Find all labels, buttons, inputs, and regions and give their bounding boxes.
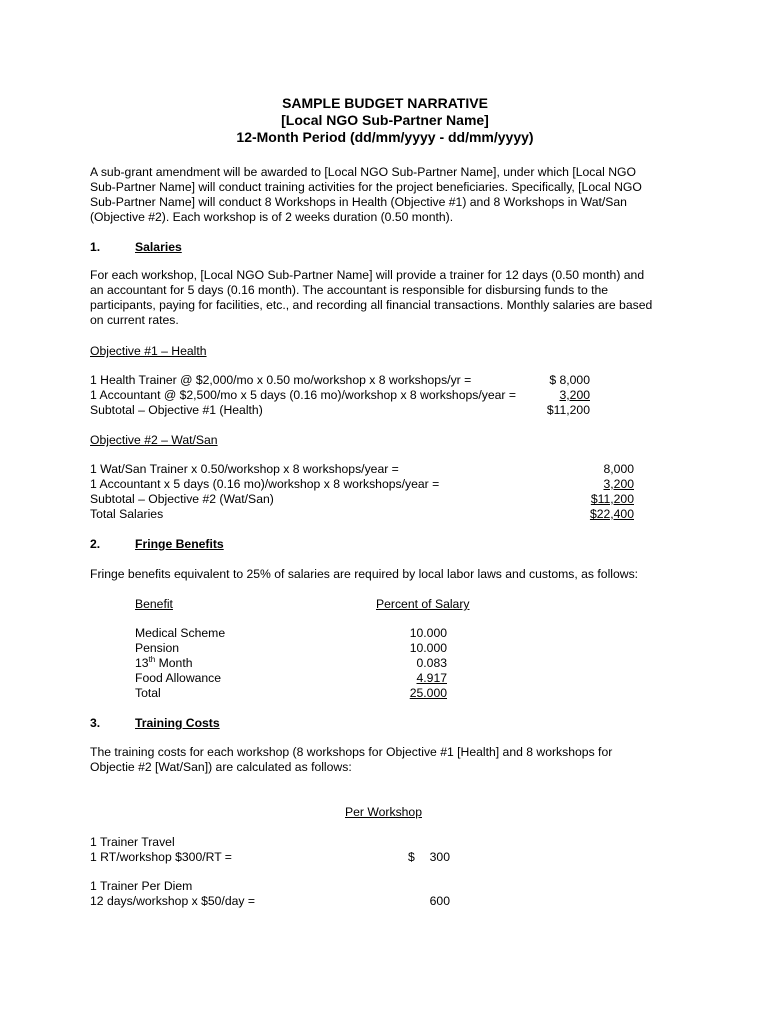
training-description-line: Objectie #2 [Wat/San]) are calculated as follows: [90,760,352,774]
total-salaries-label: Total Salaries [90,507,164,521]
salaries-description [90,268,680,328]
fringe-benefit-percent: 10.000 [409,626,447,640]
objective1-subtotal-amount: $11,200 [546,403,590,417]
section-number-training: 3. [90,716,101,730]
fringe-column-percent: Percent of Salary [376,597,470,611]
fringe-benefit-name-suffix: th [148,654,156,664]
trainer-per-diem-title: 1 Trainer Per Diem [90,879,193,893]
objective1-row-amount: $ 8,000 [549,373,590,387]
fringe-benefit-percent: 0.083 [416,656,447,670]
salaries-description-line: on current rates. [90,313,179,327]
objective2-row-label: 1 Accountant x 5 days (0.16 mo)/workshop x 8 workshops/year = [90,477,440,491]
training-description-line: The training costs for each workshop (8 workshops for Objective #1 [Health] and 8 workshops for [90,745,613,759]
total-salaries-amount [560,507,634,522]
fringe-total-percent-value: 25.000 [409,686,447,700]
trainer-travel-title: 1 Trainer Travel [90,835,175,849]
fringe-benefit-name: Pension [135,641,180,655]
objective2-row-amount [560,477,634,492]
fringe-total-label: Total [135,686,161,700]
document-subtitle-partner: [Local NGO Sub-Partner Name] [281,112,489,128]
training-column-per-workshop: Per Workshop [345,805,422,819]
intro-line: (Objective #2). Each workshop is of 2 weeks duration (0.50 month). [90,210,454,224]
section-number-salaries: 1. [90,240,101,254]
objective1-row-label: 1 Accountant @ $2,500/mo x 5 days (0.16 mo)/workshop x 8 workshops/year = [90,388,516,402]
objective2-subtotal-amount-value: $11,200 [590,492,634,506]
fringe-column-benefit: Benefit [135,597,173,611]
fringe-benefit-percent [380,671,447,686]
objective2-row-amount-value: 3,200 [603,477,634,491]
intro-line: A sub-grant amendment will be awarded to [Local NGO Sub-Partner Name], under which [Local NGO [90,165,636,179]
salaries-description-line: participants, paying for facilities, etc., and recording all financial transactions. Monthly salaries are based [90,298,653,312]
fringe-benefit-name [135,656,193,671]
objective2-row-label: 1 Wat/San Trainer x 0.50/workshop x 8 workshops/year = [90,462,399,476]
intro-line: Sub-Partner Name] will conduct 8 Workshops in Health (Objective #1) and 8 Workshops in Wat/San [90,195,627,209]
objective2-subtotal-amount [560,492,634,507]
objective1-subtotal-label: Subtotal – Objective #1 (Health) [90,403,263,417]
fringe-benefit-name: Food Allowance [135,671,222,685]
trainer-per-diem-calculation: 12 days/workshop x $50/day = [90,894,255,908]
salaries-description-line: an accountant for 5 days (0.16 month). The accountant is responsible for disbursing funds to the [90,283,609,297]
fringe-benefit-percent-value: 4.917 [416,671,447,685]
objective1-row-amount [520,388,590,403]
salaries-description-line: For each workshop, [Local NGO Sub-Partner Name] will provide a trainer for 12 days (0.50 month) and [90,268,645,282]
fringe-benefit-name: Medical Scheme [135,626,226,640]
fringe-benefit-percent: 10.000 [409,641,447,655]
training-description [90,745,680,775]
objective2-row-amount: 8,000 [603,462,634,476]
objective2-subtotal-label: Subtotal – Objective #2 (Wat/San) [90,492,274,506]
section-heading-training: Training Costs [135,716,220,730]
fringe-total-percent [380,686,447,701]
intro-paragraph [90,165,680,225]
section-number-fringe: 2. [90,537,101,551]
trainer-per-diem-amount: 600 [429,894,450,908]
trainer-travel-calculation: 1 RT/workshop $300/RT = [90,850,232,864]
fringe-description: Fringe benefits equivalent to 25% of salaries are required by local labor laws and customs, as follows: [90,567,639,581]
objective2-heading: Objective #2 – Wat/San [90,433,218,447]
objective1-row-amount-value: 3,200 [559,388,590,402]
fringe-benefit-name-number: 13 [135,656,149,670]
trainer-travel-amount: 300 [429,850,450,864]
trainer-travel-currency: $ [408,850,415,864]
objective1-heading: Objective #1 – Health [90,344,207,358]
section-heading-fringe: Fringe Benefits [135,537,224,551]
section-heading-salaries: Salaries [135,240,182,254]
document-subtitle-period: 12-Month Period (dd/mm/yyyy - dd/mm/yyyy) [236,129,534,145]
total-salaries-amount-value: $22,400 [589,507,634,521]
document-title: SAMPLE BUDGET NARRATIVE [282,95,488,111]
intro-line: Sub-Partner Name] will conduct training activities for the project beneficiaries. Specifically, [Local NGO [90,180,642,194]
objective1-row-label: 1 Health Trainer @ $2,000/mo x 0.50 mo/workshop x 8 workshops/yr = [90,373,472,387]
fringe-benefit-name-rest: Month [155,656,193,670]
